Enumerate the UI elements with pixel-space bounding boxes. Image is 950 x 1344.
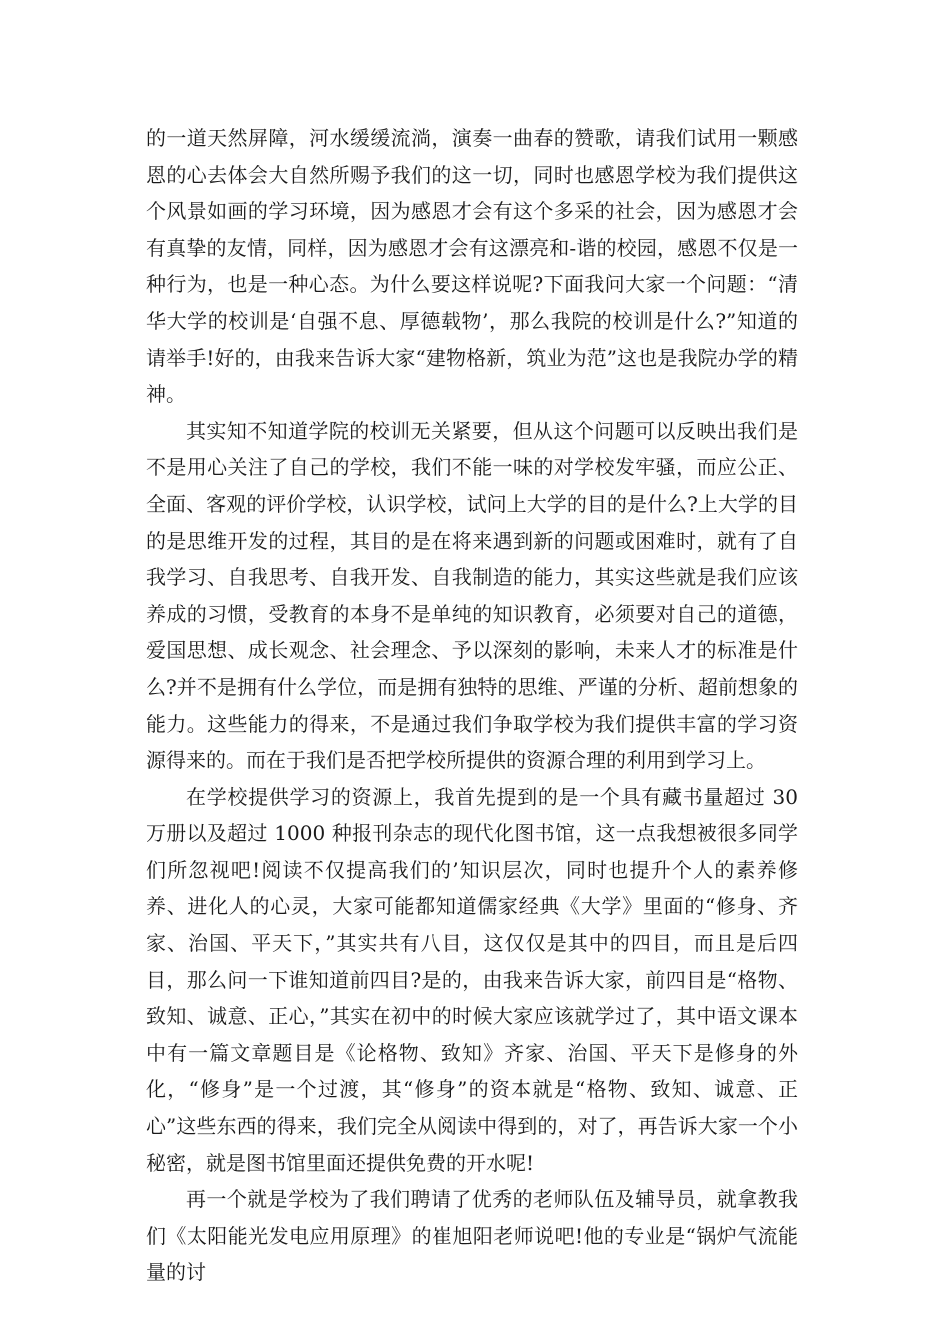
document-body [146, 120, 798, 1291]
paragraph-2: 其实知不知道学院的校训无关紧要，但从这个问题可以反映出我们是不是用心关注了自己的学校，我们不能一味的对学校发牢骚，而应公正、全面、客观的评价学校，认识学校，试问上大学的目的是什么?上大学的目的是思维开发的过程，其目的是在将来遇到新的问题或困难时，就有了自我学习、自我思考、自我开发、自我制造的能力，其实这些就是我们应该养成的习惯，受教育的本身不是单纯的知识教育，必须要对自己的道德，爱国思想、成长观念、社会理念、予以深刻的影响，未来人才的标准是什么?并不是拥有什么学位，而是拥有独特的思维、严谨的分析、超前想象的能力。这些能力的得来，不是通过我们争取学校为我们提供丰富的学习资源得来的。而在于我们是否把学校所提供的资源合理的利用到学习上。 [146, 418, 798, 773]
paragraph-4: 再一个就是学校为了我们聘请了优秀的老师队伍及辅导员，就拿教我们《太阳能光发电应用原理》的崔旭阳老师说吧!他的专业是“锅炉气流能量的讨 [146, 1187, 798, 1285]
paragraph-3: 在学校提供学习的资源上，我首先提到的是一个具有藏书量超过 30 万册以及超过 1000 种报刊杂志的现代化图书馆，这一点我想被很多同学们所忽视吧!阅读不仅提高我们的’知识层次，同时也提升个人的素养修养、进化人的心灵，大家可能都知道儒家经典《大学》里面的“修身、齐家、治国、平天下，”其实共有八目，这仅仅是其中的四目，而且是后四目，那么问一下谁知道前四目?是的，由我来告诉大家，前四目是“格物、致知、诚意、正心，”其实在初中的时候大家应该就学过了，其中语文课本中有一篇文章题目是《论格物、致知》齐家、治国、平天下是修身的外化，“修身”是一个过渡，其“修身”的资本就是“格物、致知、诚意、正心”这些东西的得来，我们完全从阅读中得到的，对了，再告诉大家一个小秘密，就是图书馆里面还提供免费的开水呢! [146, 784, 798, 1175]
paragraph-1: 的一道天然屏障，河水缓缓流淌，演奏一曲春的赞歌，请我们试用一颗感恩的心去体会大自然所赐予我们的这一切，同时也感恩学校为我们提供这个风景如画的学习环境，因为感恩才会有这个多采的社会，因为感恩才会有真挚的友情，同样，因为感恩才会有这漂亮和-谐的校园，感恩不仅是一种行为，也是一种心态。为什么要这样说呢?下面我问大家一个问题：“清华大学的校训是‘自强不息、厚德载物’，那么我院的校训是什么?”知道的请举手!好的，由我来告诉大家“建物格新，筑业为范”这也是我院办学的精神。 [146, 126, 798, 407]
